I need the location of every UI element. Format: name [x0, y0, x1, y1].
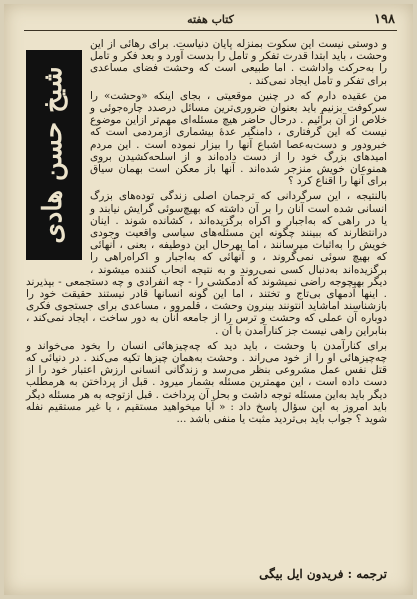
paragraph-4: برای کنارآمدن با وحشت ، باید دید که چه‌چیزهائی انسان را بخود می‌خواند و چه‌چیزهائی او را از خود می‌راند . وحشت به‌همان چیزها تکیه می‌کند . در دنیائی که قتل نفس عمل مشروعی بنظر می‌رسد و زندگانی انسانی ارزش اعتبار خود را از دست داده است ، این مهمترین مسئله بشمار میرود . قبل از پرداختن به هرمطلب دیگر باید به‌این مسئله توجه داشت و بحل آن پرداخت . قبل ازتوجه به هر مسئله دیگر باید امروز به این سؤال پاسخ داد : « آیا میخواهید مستقیم ، یا غیر مستقیم نفله شوید ؟ جواب باید بی‌تردید مثبت یا منفی باشد ... [26, 339, 387, 426]
title-box [26, 50, 82, 260]
page-number: ۱۹۸ [374, 12, 395, 27]
running-title: کتاب هفته [187, 13, 234, 26]
paragraph-1: و دوستی نیست این سکوت بمنزله پایان دنیاست. برای رهائی از این وحشت ، باید ابتدا قدرت تفکر و تامل را بدست آورد و بعد فکر و تامل را به‌حرکت واداشت . اما طبیعی است که وحشت فضای مساعدی برای تفکر و تامل ایجاد نمی‌کند . [90, 38, 387, 87]
title-text: شیخ حسن هادی [38, 66, 68, 244]
page-header [24, 12, 397, 31]
paragraph-3: بالنتیجه ، این سرگردانی که ترجمان اصلی زندگی توده‌های بزرگ انسانی شده است آنان را بر آن داشته که بهیچ‌سوئی گرایش نیابند و یا در راهی که به‌اجبار و اکراه برگزیده‌اند ، کشانده شوند . اینان درانتظارند که ببینند چگونه این مسئله‌های سیاسی واقعیت وجودی خویش را به‌اثبات میرسانند ، اما بهرحال این دوطیفه ، بعنی ، آنهائی که بهیچ سوئی نمی‌گروند ، و آنهائی که به‌اجبار و اکراه‌راهی را برگزیده‌اند به‌دنبال کسی نمی‌روند و به نتیجه انحاب کننده میشوند ، دیگر بهیچوجه راضی نمیشوند که آدمکشی را - چه انفرادی و چه دستجمعی - بپذیرند . اینها آدمهای بی‌تاج و تختند ، اما این گونه انسانها قادر نیستند حقیقت خود را بازشناسند اماشاید انتونند بینرون وحشت ، قلمروو ، مساعدی برای جستجوی فکری دوباره آن عملی که وحشت و ترس را از جامعه آنان به دور ساخت ، ایجاد نمی‌کند ، بنابراین راهی نیست جز کنارآمدن با آن . [26, 190, 387, 337]
translator-credit: ترجمه : فریدون ایل بیگی [259, 567, 387, 581]
article-body [26, 38, 387, 555]
title-calligraphy [26, 50, 82, 260]
paragraph-2: من عقیده دارم که در چنین موقعیتی ، بجای اینکه «وحشت» را سرکوفت بزنیم باید بعنوان ضروری‌ترین مسائل درصدد چاره‌جوئی و خلاص از آن برآئیم . درحال حاضر هیچ مسئله‌ای مهم‌تر ازاین موضوع نیست که این گرفتاری ، دامنگیر عدهٔ بیشماری ازمردمی است که خبرودور و دست‌به‌عصا اشباع آنها را بیزار نموده است . این مردم امیدهای بزرگ خود را از دست داده‌اند و از اسلحه‌کشیدن بروی همنوعان خویش منزجر شده‌اند . آنها باز معکن است بهمان سیاق برای آنها را اقناع کرد ؟ [90, 89, 387, 188]
book-page [4, 4, 413, 595]
